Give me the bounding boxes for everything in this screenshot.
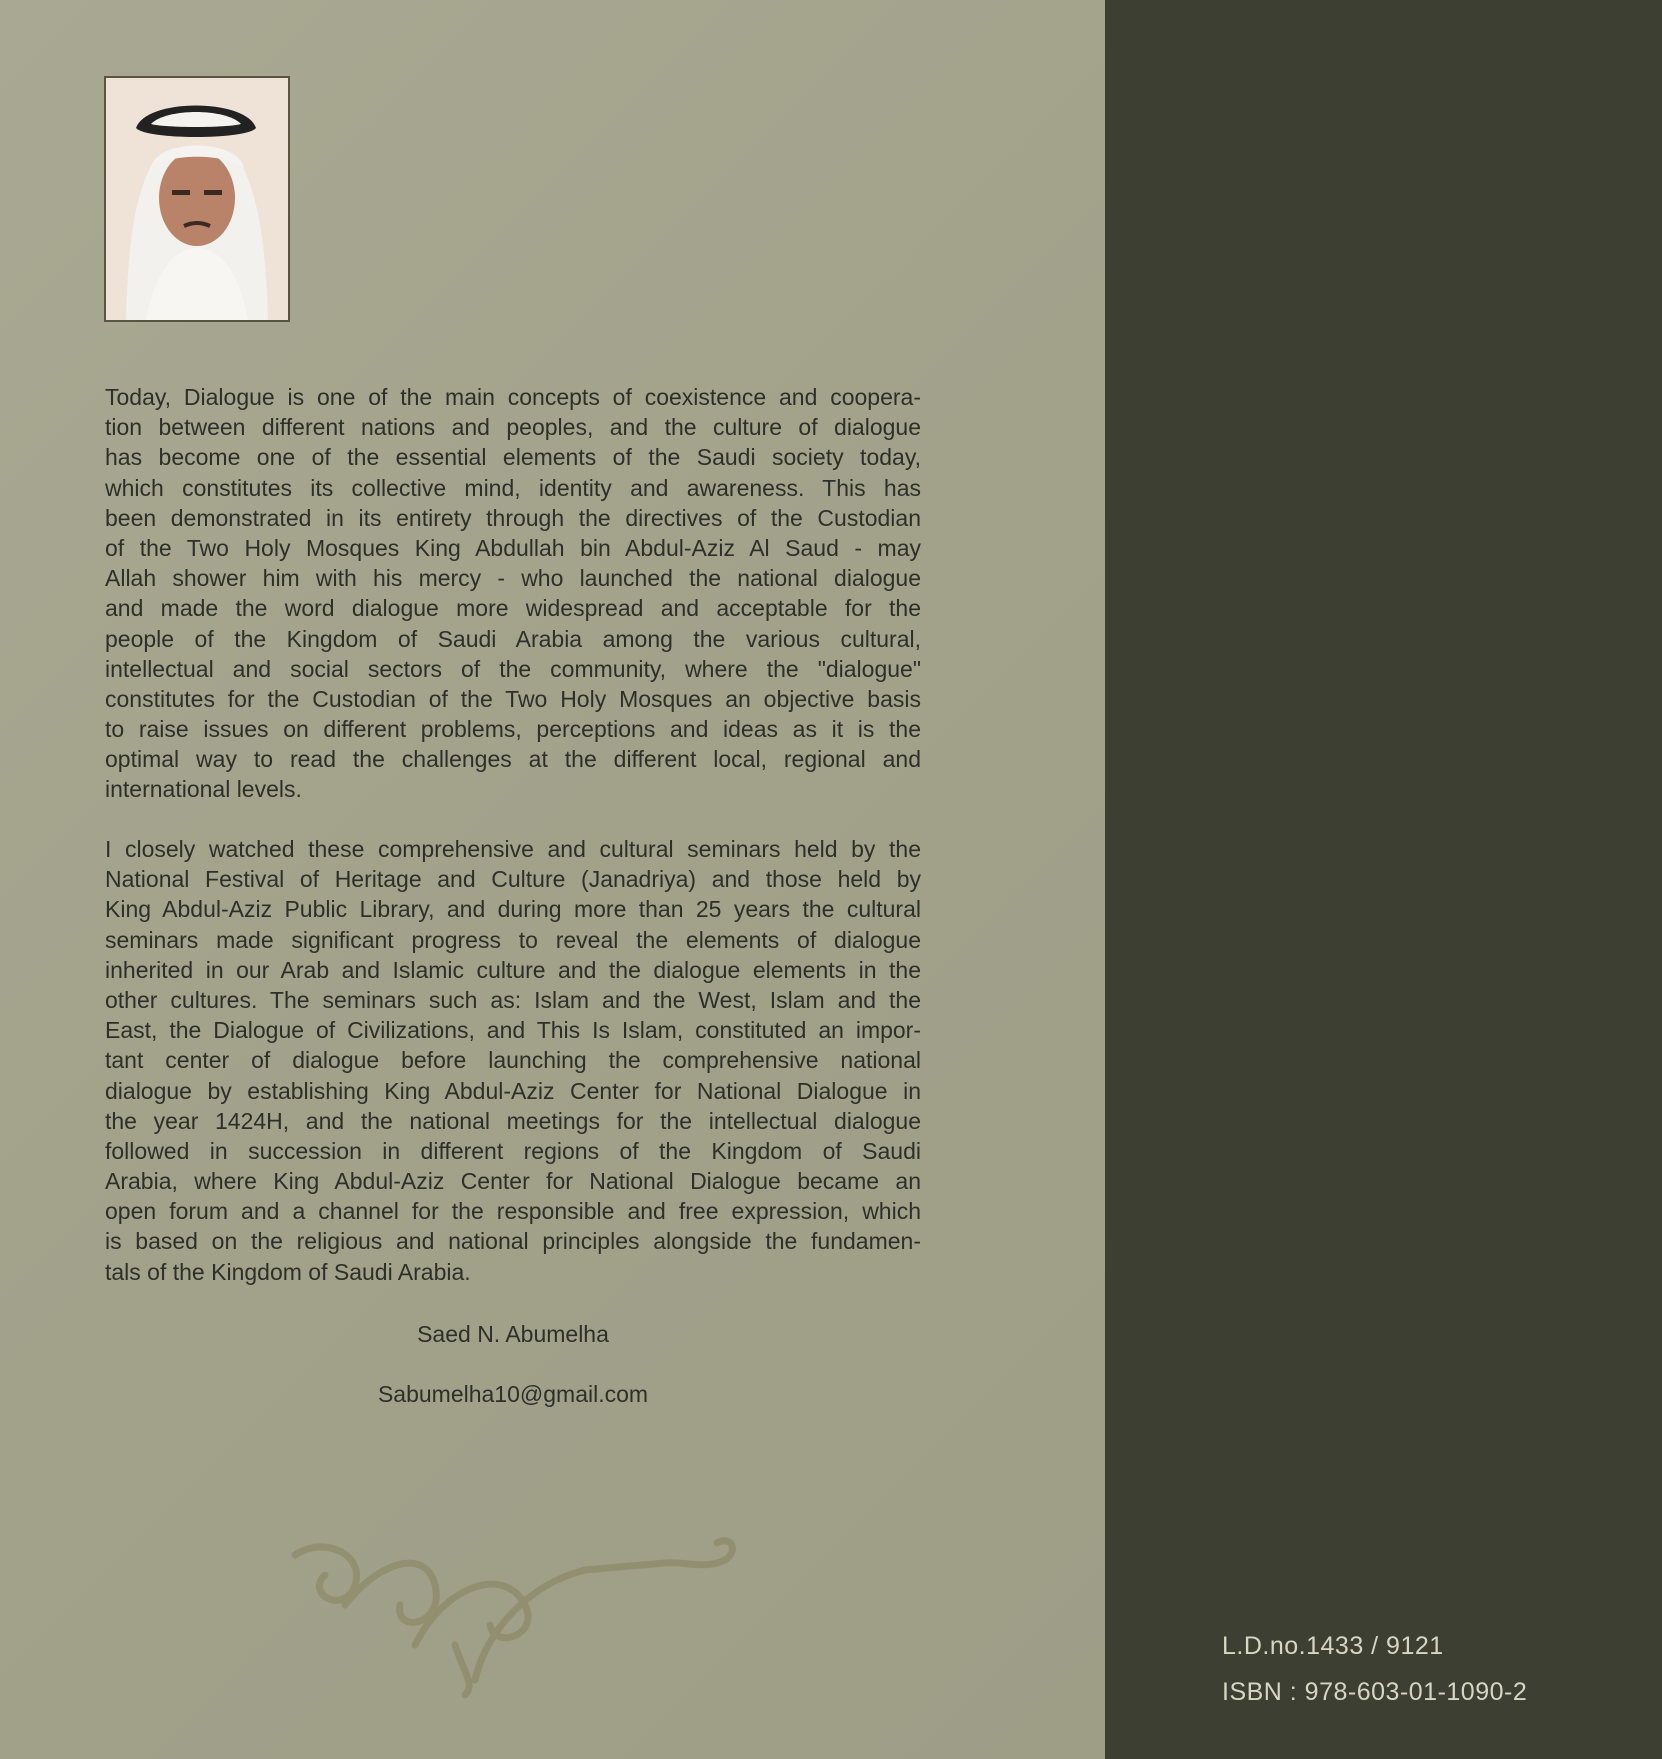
text-line: the year 1424H, and the national meetings for the intellectual dialogue [105,1107,921,1134]
author-email: Sabumelha10@gmail.com [377,1381,649,1407]
text-line: East, the Dialogue of Civilizations, and This Is Islam, constituted an impor- [105,1017,921,1044]
text-line: and made the word dialogue more widespread and acceptable for the [105,595,921,622]
text-line: Today, Dialogue is one of the main concepts of coexistence and coopera- [105,384,921,410]
paragraph-2 [105,834,921,1287]
text-line: tant center of dialogue before launching the comprehensive national [105,1047,921,1074]
text-line: Arabia, where King Abdul-Aziz Center for National Dialogue became an [105,1168,921,1195]
text-line: tals of the Kingdom of Saudi Arabia. [105,1258,471,1285]
author-name: Saed N. Abumelha [417,1321,609,1347]
back-cover-dark-panel [1105,0,1662,1759]
text-line: intellectual and social sectors of the community, where the "dialogue" [105,655,921,682]
text-line: inherited in our Arab and Islamic culture and the dialogue elements in the [105,956,921,983]
text-line: is based on the religious and national principles alongside the fundamen- [105,1228,921,1255]
ornament-swirl-icon [285,1525,745,1700]
paragraph-1 [105,382,921,805]
text-line: which constitutes its collective mind, identity and awareness. This has [105,474,921,501]
text-line: Allah shower him with his mercy - who launched the national dialogue [105,565,921,592]
text-line: I closely watched these comprehensive and cultural seminars held by the [105,836,921,862]
text-line: open forum and a channel for the responsible and free expression, which [105,1198,921,1225]
text-line: King Abdul-Aziz Public Library, and during more than 25 years the cultural [105,896,921,923]
text-line: has become one of the essential elements of the Saudi society today, [105,444,921,471]
isbn: ISBN : 978-603-01-1090-2 [1222,1678,1528,1706]
text-line: dialogue by establishing King Abdul-Aziz Center for National Dialogue in [105,1077,921,1104]
text-line: constitutes for the Custodian of the Two Holy Mosques an objective basis [105,685,921,712]
legal-deposit-number: L.D.no.1433 / 9121 [1222,1632,1444,1660]
author-photo [104,76,290,322]
text-line: of the Two Holy Mosques King Abdullah bin Abdul-Aziz Al Saud - may [105,534,921,561]
text-line: been demonstrated in its entirety through the directives of the Custodian [105,504,921,531]
text-line: other cultures. The seminars such as: Islam and the West, Islam and the [105,986,921,1013]
text-line: people of the Kingdom of Saudi Arabia among the various cultural, [105,625,921,652]
text-line: optimal way to read the challenges at the different local, regional and [105,746,921,773]
text-line: seminars made significant progress to reveal the elements of dialogue [105,926,921,953]
text-line: international levels. [105,776,302,803]
text-line: National Festival of Heritage and Culture (Janadriya) and those held by [105,866,921,893]
text-line: followed in succession in different regions of the Kingdom of Saudi [105,1137,921,1164]
text-line: tion between different nations and peoples, and the culture of dialogue [105,414,921,441]
text-line: to raise issues on different problems, perceptions and ideas as it is the [105,716,921,743]
